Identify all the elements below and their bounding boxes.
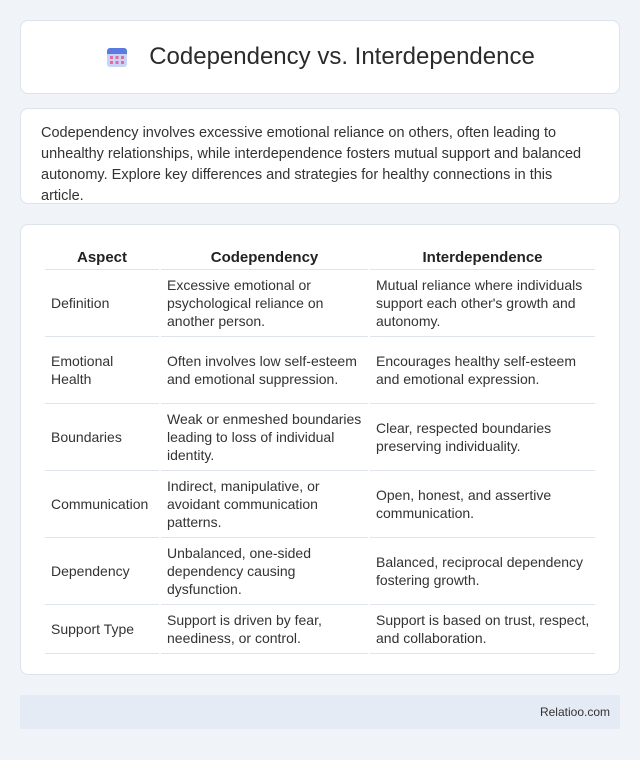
calendar-icon xyxy=(105,45,129,69)
cell-codependency: Support is driven by fear, neediness, or control. xyxy=(161,605,368,654)
cell-codependency: Often involves low self-esteem and emotional suppression. xyxy=(161,337,368,404)
header-aspect: Aspect xyxy=(45,243,159,270)
table-header-row xyxy=(45,243,595,270)
cell-aspect: Definition xyxy=(45,270,159,337)
table-row xyxy=(45,471,595,538)
intro-text: Codependency involves excessive emotional reliance on others, often leading to unhealthy relationships, while interdependence fosters mutual support and balanced autonomy. Explore key differences and strategies for healthy connections in this article. xyxy=(41,125,582,204)
cell-interdependence: Encourages healthy self-esteem and emotional expression. xyxy=(370,337,595,404)
intro-card xyxy=(20,108,620,204)
cell-aspect: Support Type xyxy=(45,605,159,654)
cell-interdependence: Clear, respected boundaries preserving individuality. xyxy=(370,404,595,471)
cell-aspect: Boundaries xyxy=(45,404,159,471)
cell-codependency: Indirect, manipulative, or avoidant communication patterns. xyxy=(161,471,368,538)
cell-codependency: Unbalanced, one-sided dependency causing dysfunction. xyxy=(161,538,368,605)
cell-codependency: Weak or enmeshed boundaries leading to loss of individual identity. xyxy=(161,404,368,471)
cell-interdependence: Mutual reliance where individuals support each other's growth and autonomy. xyxy=(370,270,595,337)
table-row xyxy=(45,538,595,605)
table-row xyxy=(45,337,595,404)
cell-interdependence: Support is based on trust, respect, and collaboration. xyxy=(370,605,595,654)
cell-codependency: Excessive emotional or psychological reliance on another person. xyxy=(161,270,368,337)
cell-interdependence: Balanced, reciprocal dependency fostering growth. xyxy=(370,538,595,605)
header-codependency: Codependency xyxy=(161,243,368,270)
cell-aspect: Dependency xyxy=(45,538,159,605)
table-row xyxy=(45,605,595,654)
table-row xyxy=(45,404,595,471)
title-card xyxy=(20,20,620,94)
cell-aspect: Emotional Health xyxy=(45,337,159,404)
cell-interdependence: Open, honest, and assertive communication. xyxy=(370,471,595,538)
table-row xyxy=(45,270,595,337)
header-interdependence: Interdependence xyxy=(370,243,595,270)
cell-aspect: Communication xyxy=(45,471,159,538)
footer xyxy=(20,695,620,729)
comparison-table xyxy=(43,243,597,654)
page-title: Codependency vs. Interdependence xyxy=(149,43,535,70)
footer-site-link[interactable]: Relatioo.com xyxy=(539,705,610,719)
comparison-card xyxy=(20,224,620,675)
